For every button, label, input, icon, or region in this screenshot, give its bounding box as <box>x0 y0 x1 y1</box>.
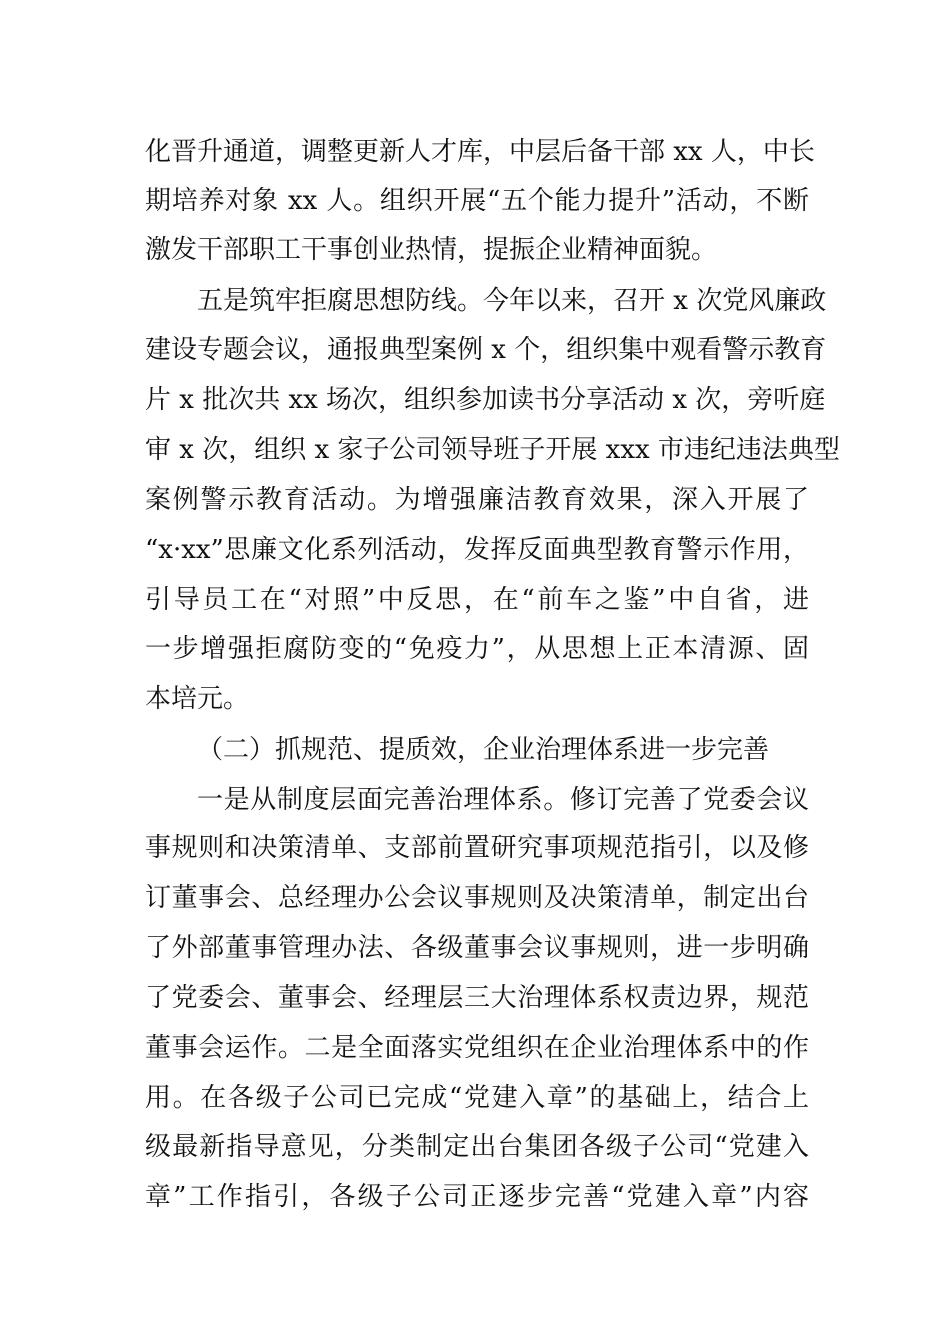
paragraph-line: 五是筑牢拒腐思想防线。今年以来，召开 x 次党风廉政 <box>197 286 827 316</box>
paragraph-line: 引导员工在“对照”中反思，在“前车之鉴”中自省，进 <box>145 585 809 615</box>
paragraph-line: 一步增强拒腐防变的“免疫力”，从思想上正本清源、固 <box>145 634 809 664</box>
paragraph-line: 案例警示教育活动。为增强廉洁教育效果，深入开展了 <box>145 485 809 515</box>
paragraph-line: 订董事会、总经理办公会议事规则及决策清单，制定出台 <box>145 883 809 913</box>
paragraph-line: 章”工作指引，各级子公司正逐步完善“党建入章”内容 <box>145 1182 809 1212</box>
paragraph-line: 本培元。 <box>145 684 250 714</box>
paragraph-line: “x·xx”思廉文化系列活动，发挥反面典型教育警示作用， <box>145 535 809 565</box>
paragraph-line: 用。在各级子公司已完成“党建入章”的基础上，结合上 <box>145 1083 809 1113</box>
paragraph-line: 审 x 次，组织 x 家子公司领导班子开展 xxx 市违纪违法典型 <box>145 435 840 465</box>
paragraph-line: 化晋升通道，调整更新人才库，中层后备干部 xx 人，中长 <box>145 137 815 167</box>
paragraph-line: 级最新指导意见，分类制定出台集团各级子公司“党建入 <box>145 1132 809 1162</box>
paragraph-line: 了党委会、董事会、经理层三大治理体系权责边界，规范 <box>145 983 809 1013</box>
paragraph-line: 片 x 批次共 xx 场次，组织参加读书分享活动 x 次，旁听庭 <box>145 385 826 415</box>
paragraph-line: 激发干部职工干事创业热情，提振企业精神面貌。 <box>145 235 718 265</box>
paragraph-line: 建设专题会议，通报典型案例 x 个，组织集中观看警示教育 <box>145 335 827 365</box>
paragraph-line: 一是从制度层面完善治理体系。修订完善了党委会议 <box>197 785 809 815</box>
paragraph-line: 董事会运作。二是全面落实党组织在企业治理体系中的作 <box>145 1033 809 1063</box>
paragraph-line: 事规则和决策清单、支部前置研究事项规范指引，以及修 <box>145 833 809 863</box>
paragraph-line: 了外部董事管理办法、各级董事会议事规则，进一步明确 <box>145 933 809 963</box>
section-heading: （二）抓规范、提质效，企业治理体系进一步完善 <box>197 735 770 765</box>
paragraph-line: 期培养对象 xx 人。组织开展“五个能力提升”活动，不断 <box>145 186 809 216</box>
